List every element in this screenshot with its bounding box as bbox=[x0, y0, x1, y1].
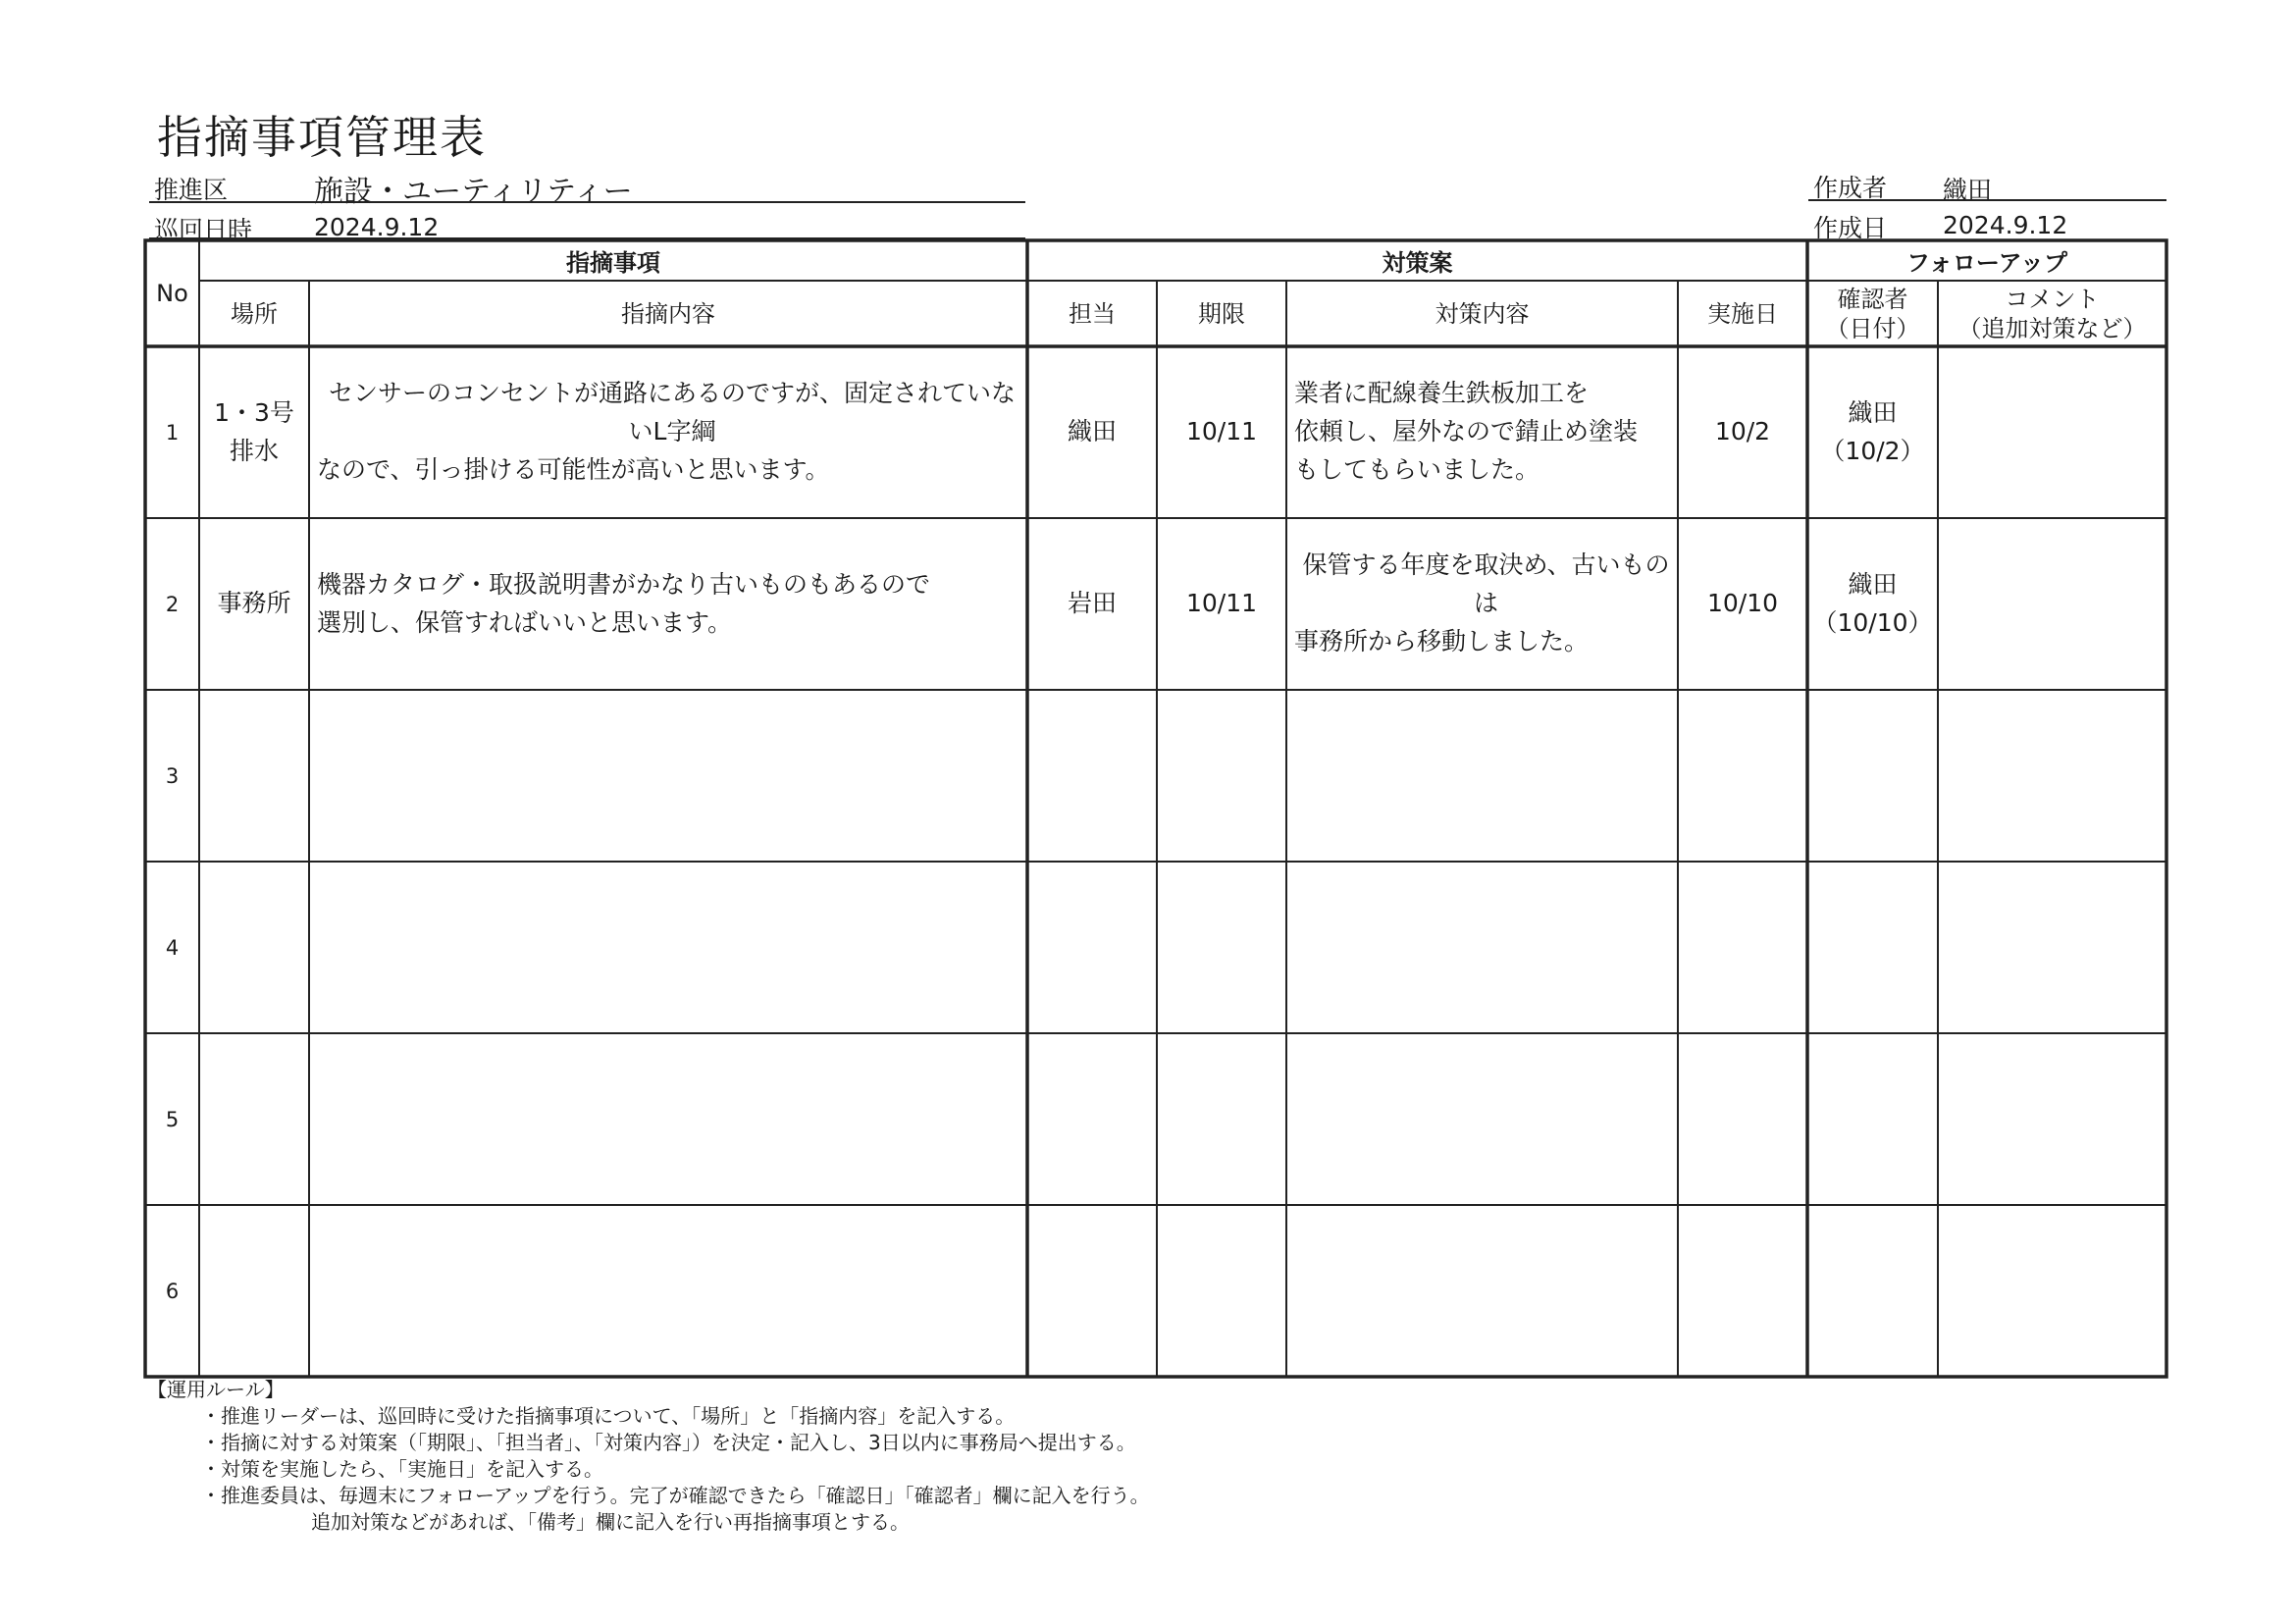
row-1-content-line2: なので、引っ掛ける可能性が高いと思います。 bbox=[317, 454, 830, 484]
row-1-content[interactable] bbox=[309, 346, 1027, 518]
row-1-measure-line1: 業者に配線養生鉄板加工を bbox=[1294, 379, 1590, 408]
created-date-value: 2024.9.12 bbox=[1943, 211, 2068, 239]
row-2-place[interactable]: 事務所 bbox=[217, 589, 291, 618]
area-value: 施設・ユーティリティー bbox=[314, 175, 633, 209]
row-1-no: 1 bbox=[165, 420, 180, 445]
row-2-measure[interactable] bbox=[1286, 518, 1678, 690]
row-2-person[interactable]: 岩田 bbox=[1067, 589, 1117, 618]
row-2-content[interactable] bbox=[309, 518, 1027, 690]
row-4-no: 4 bbox=[165, 935, 180, 960]
patrol-underline bbox=[149, 237, 1025, 239]
row-1-measure[interactable] bbox=[1286, 346, 1678, 518]
row-2-content-line2: 選別し、保管すればいいと思います。 bbox=[317, 607, 733, 637]
row-1-measure-line2: 依頼し、屋外なので錆止め塗装 bbox=[1294, 417, 1639, 446]
row-1-place-line2: 排水 bbox=[229, 436, 279, 465]
row-3-no: 3 bbox=[165, 763, 180, 788]
rule-item-3: ・対策を実施したら、「実施日」を記入する。 bbox=[201, 1457, 603, 1481]
rule-item-4: ・推進委員は、毎週末にフォローアップを行う。完了が確認できたら「確認日」「確認者」欄に記入を行う。 bbox=[201, 1484, 1150, 1507]
group-header-issue: 指摘事項 bbox=[566, 249, 660, 277]
row-1-place-line1: 1・3号 bbox=[214, 397, 294, 427]
row-2-confirmer[interactable] bbox=[1807, 518, 1938, 690]
row-1-confirmer-date: （10/2） bbox=[1820, 436, 1925, 465]
row-2-no: 2 bbox=[165, 592, 180, 616]
col-header-comment bbox=[1938, 281, 2166, 346]
author-value: 織田 bbox=[1943, 176, 1993, 204]
row-1-comment[interactable] bbox=[1938, 346, 2166, 518]
row-1-done-date[interactable]: 10/2 bbox=[1714, 417, 1771, 446]
row-1-confirmer[interactable] bbox=[1807, 346, 1938, 518]
created-date-label: 作成日 bbox=[1813, 214, 1888, 242]
row-2-measure-line2: 事務所から移動しました。 bbox=[1294, 626, 1590, 655]
row-2-confirmer-date: （10/10） bbox=[1812, 607, 1933, 637]
col-header-confirmer-line1: 確認者 bbox=[1837, 285, 1908, 313]
patrol-date-label: 巡回日時 bbox=[154, 216, 253, 244]
col-header-content: 指摘内容 bbox=[621, 299, 715, 328]
author-label: 作成者 bbox=[1813, 174, 1888, 202]
rule-item-2: ・指摘に対する対策案（「期限」、「担当者」、「対策内容」）を決定・記入し、3日以内に事務局へ提出する。 bbox=[201, 1431, 1136, 1454]
col-header-comment-line2: （追加対策など） bbox=[1957, 314, 2147, 342]
rules-heading: 【運用ルール】 bbox=[147, 1378, 285, 1401]
row-5-no: 5 bbox=[165, 1107, 180, 1131]
row-1-deadline[interactable]: 10/11 bbox=[1185, 417, 1258, 446]
group-header-followup: フォローアップ bbox=[1906, 249, 2067, 277]
row-6-no: 6 bbox=[165, 1279, 180, 1303]
row-2-done-date[interactable]: 10/10 bbox=[1706, 589, 1779, 618]
col-header-comment-line1: コメント bbox=[2005, 285, 2100, 313]
row-2-measure-line1: 保管する年度を取決め、古いものは bbox=[1302, 550, 1670, 618]
row-2-content-line1: 機器カタログ・取扱説明書がかなり古いものもあるので bbox=[317, 569, 931, 599]
operation-rules bbox=[147, 1377, 1150, 1536]
row-1-person[interactable]: 織田 bbox=[1067, 417, 1117, 446]
col-header-measure-content: 対策内容 bbox=[1435, 299, 1530, 328]
page-title: 指摘事項管理表 bbox=[157, 111, 487, 164]
row-2-deadline[interactable]: 10/11 bbox=[1185, 589, 1258, 618]
col-header-no: No bbox=[156, 280, 188, 307]
row-1-confirmer-name: 織田 bbox=[1848, 397, 1898, 427]
row-2-confirmer-name: 織田 bbox=[1848, 569, 1898, 599]
col-header-confirmer-line2: （日付） bbox=[1825, 314, 1920, 342]
row-2-comment[interactable] bbox=[1938, 518, 2166, 690]
col-header-done-date: 実施日 bbox=[1707, 299, 1778, 328]
row-1-content-line1: センサーのコンセントが通路にあるのですが、固定されていないL字綱 bbox=[328, 379, 1016, 446]
rule-item-1: ・推進リーダーは、巡回時に受けた指摘事項について、「場所」と「指摘内容」を記入する。 bbox=[201, 1404, 1016, 1428]
col-header-place: 場所 bbox=[231, 299, 278, 328]
patrol-date-value: 2024.9.12 bbox=[314, 213, 440, 241]
area-underline bbox=[149, 201, 1025, 203]
group-header-measure: 対策案 bbox=[1382, 249, 1453, 277]
area-label: 推進区 bbox=[154, 176, 229, 204]
author-underline bbox=[1808, 199, 2166, 201]
row-1-place[interactable] bbox=[199, 346, 309, 518]
col-header-deadline: 期限 bbox=[1198, 299, 1245, 328]
rule-item-4-continuation: 追加対策などがあれば、「備考」欄に記入を行い再指摘事項とする。 bbox=[311, 1510, 910, 1534]
row-1-measure-line3: もしてもらいました。 bbox=[1294, 454, 1540, 484]
col-header-confirmer bbox=[1807, 281, 1938, 346]
col-header-person: 担当 bbox=[1069, 299, 1116, 328]
